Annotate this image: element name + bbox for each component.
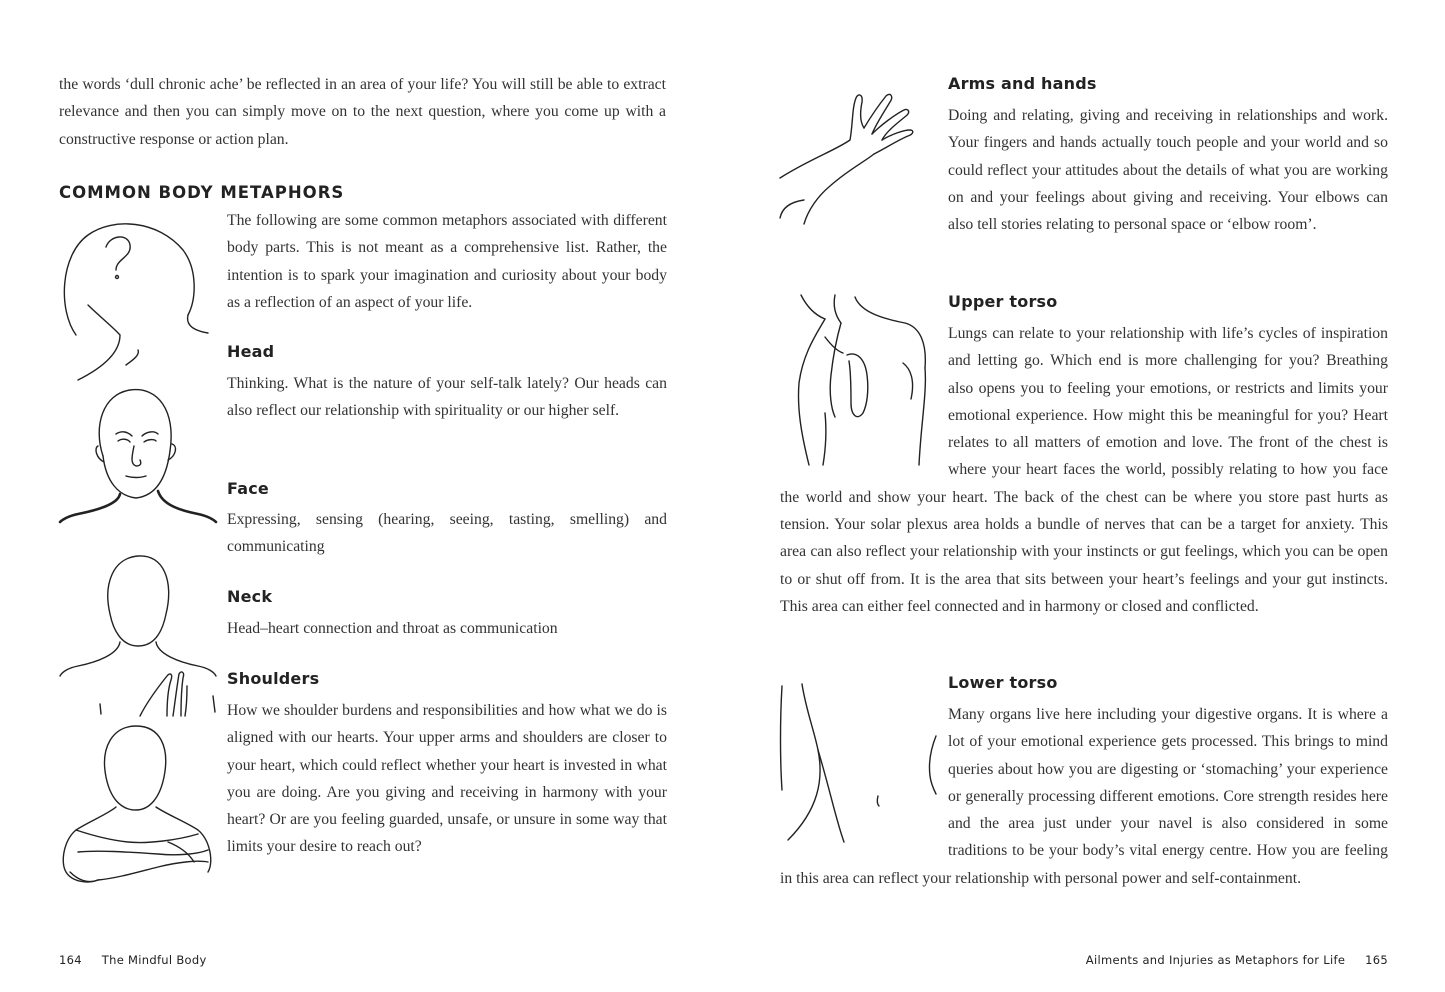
section-intro: The following are some common metaphors associated with different body parts. This is not meant as a comprehensive list. Rather, the intention is to spark your imagination and curiosity about your body as a reflection of an aspect of your life. <box>227 212 667 311</box>
arm-hand-illustration <box>778 78 923 228</box>
left-book-title: The Mindful Body <box>101 953 207 967</box>
text-arms-and-hands: Doing and relating, giving and receiving in relationships and work. Your fingers and hands actually touch people and your world and so could reflect your attitudes about the details of what you are working on and your feelings about giving and receiving. Your elbows can also tell stories relating to personal space or ‘elbow room’. <box>948 107 1388 234</box>
left-page-number: 164 <box>59 953 82 967</box>
right-footer <box>1086 953 1388 967</box>
right-chapter-title: Ailments and Injuries as Metaphors for Life <box>1085 953 1346 967</box>
heading-face: Face <box>227 479 269 498</box>
upper-torso-text: Lungs can relate to your relationship with life’s cycles of inspiration and letting go. Which end is more challenging for you? Breathing also opens you to feeling your emotions, or restricts and limits your emotional experience. How might this be meaningful for you? Heart relates to all matters of emotion and love. The front of the chest is where your heart faces the world, possibly relating to how you face the world and show your heart. The back of the chest can be where you store past hurts as tension. Your solar plexus area holds a bundle of nerves that can be a target for anxiety. This area can also reflect your relationship with your instincts or gut feelings, which you can be open to or shut off from. It is the area that sits between your heart’s feelings and your gut instincts. This area can either feel connected and in harmony or closed and conflicted. <box>780 325 1388 615</box>
face-illustration <box>58 386 218 526</box>
text-face: Expressing, sensing (hearing, seeing, tasting, smelling) and communicating <box>227 511 667 556</box>
heading-neck: Neck <box>227 587 273 606</box>
heading-upper-torso: Upper torso <box>948 292 1058 311</box>
lower-torso-text: Many organs live here including your digestive organs. It is where a lot of your emotional experience gets processed. This brings to mind queries about how you are digesting or ‘stomaching’ your experience or generally processing different emotions. Core strength resides here and the area just under your navel is also considered in some traditions to be your body’s vital energy centre. How you are feeling in this area can reflect your relationship with personal power and self-containment. <box>780 706 1388 887</box>
lower-torso-illustration <box>778 680 943 845</box>
neck-illustration <box>58 554 218 684</box>
heading-shoulders: Shoulders <box>227 669 320 688</box>
left-footer <box>59 953 207 967</box>
text-head: Thinking. What is the nature of your self-talk lately? Our heads can also reflect our relationship with spirituality or our higher self. <box>227 375 667 420</box>
intro-paragraph: the words ‘dull chronic ache’ be reflected in an area of your life? You will still be able to extract relevance and then you can simply move on to the next question, where you come up with a constructive response or action plan. <box>59 76 666 148</box>
right-page-number: 165 <box>1365 953 1388 967</box>
heading-arms-and-hands: Arms and hands <box>948 74 1097 93</box>
text-neck: Head–heart connection and throat as communication <box>227 620 558 637</box>
text-shoulders: How we shoulder burdens and responsibilities and how what we do is aligned with our hearts. Your upper arms and shoulders are closer to your heart, which could reflect whether your heart is invested in what you are doing. Are you giving and receiving in harmony with your heart? Or are you feeling guarded, unsafe, or unsure in some way that limits your desire to reach out? <box>227 702 667 856</box>
hand-shoulder-illustration <box>95 666 220 721</box>
heading-head: Head <box>227 342 275 361</box>
section-title: COMMON BODY METAPHORS <box>59 183 345 202</box>
head-question-illustration <box>58 215 218 385</box>
crossed-arms-illustration <box>58 722 218 887</box>
upper-torso-illustration <box>795 293 935 468</box>
heading-lower-torso: Lower torso <box>948 673 1058 692</box>
